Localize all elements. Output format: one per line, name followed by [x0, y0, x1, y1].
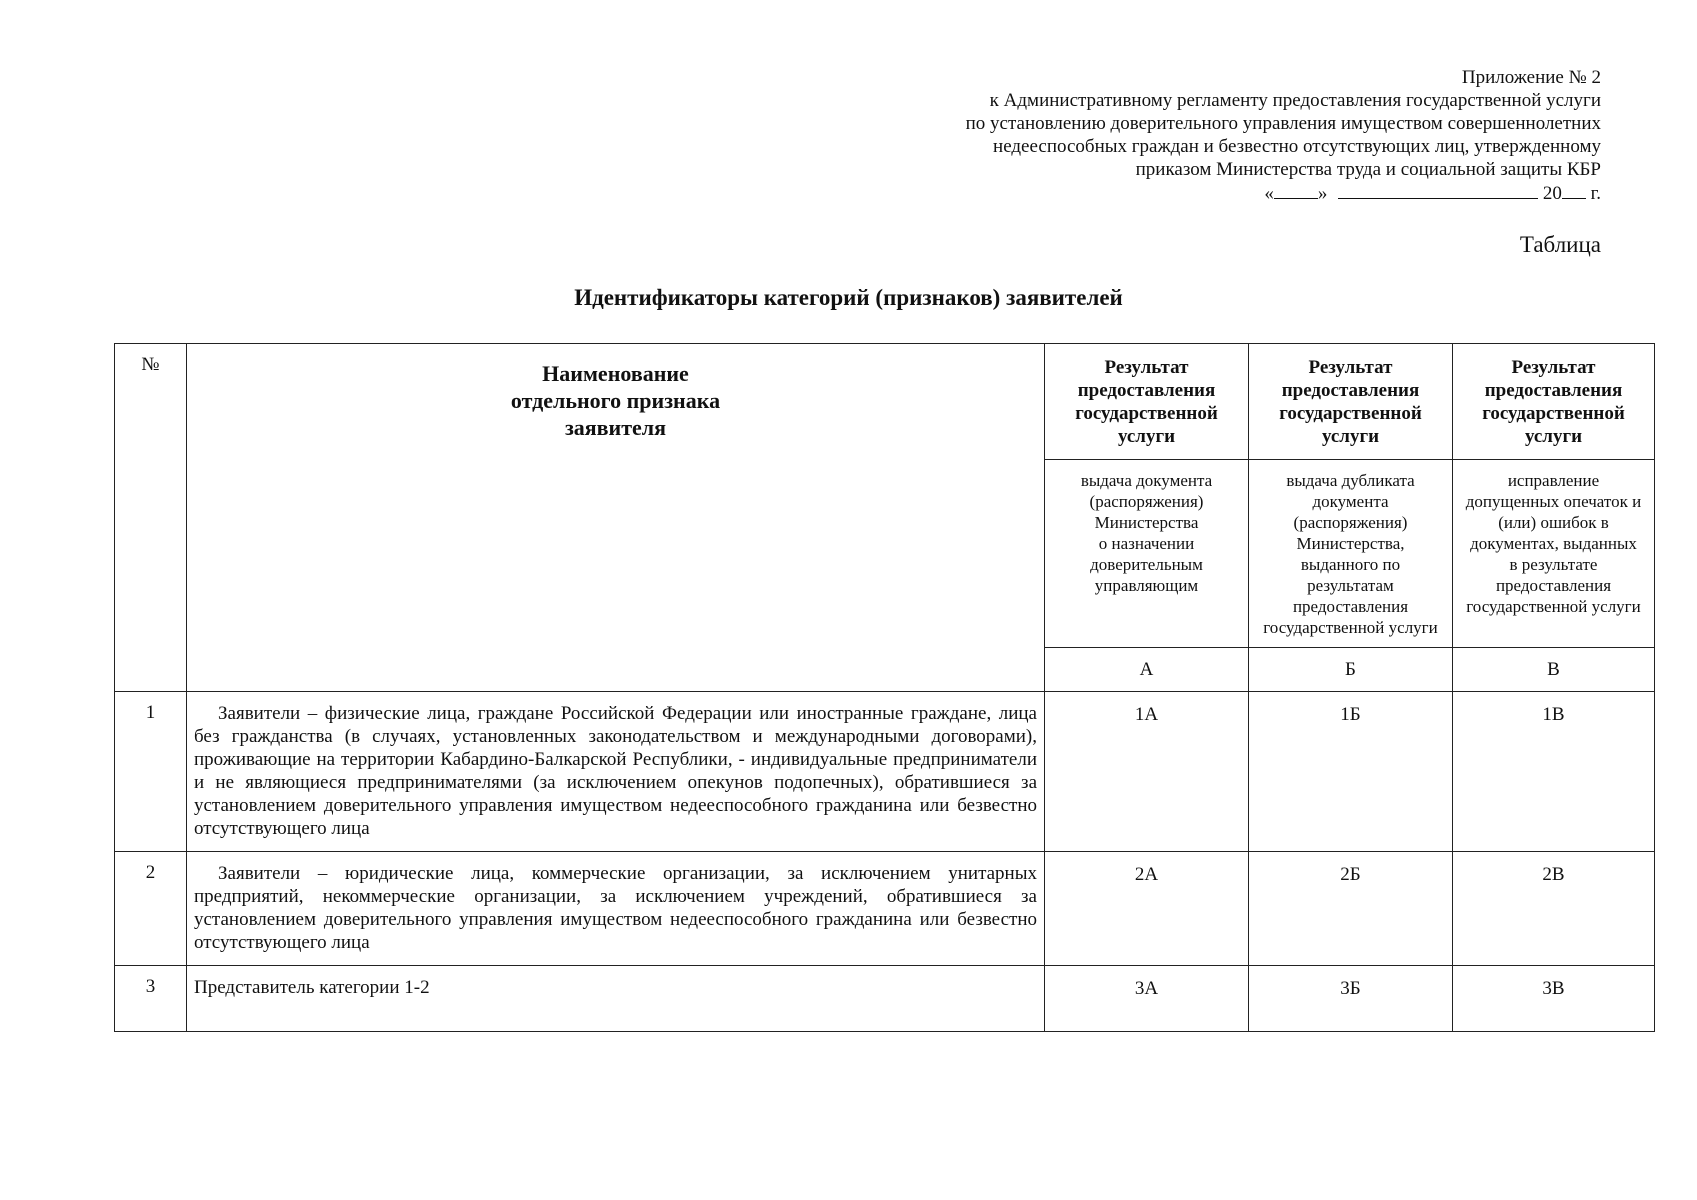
desc-line: (распоряжения) — [1293, 513, 1408, 532]
row-number: 3 — [115, 966, 187, 1032]
appendix-line-5: приказом Министерства труда и социальной защиты КБР — [1135, 159, 1601, 180]
table-row — [115, 966, 1655, 1032]
header-result-a — [1045, 344, 1249, 460]
appendix-block — [781, 66, 1601, 205]
desc-line: выдача дубликата — [1286, 471, 1415, 490]
code-b: Б — [1249, 648, 1453, 692]
month-blank — [1338, 181, 1538, 199]
code-a: А — [1045, 648, 1249, 692]
year-prefix: 20 — [1542, 183, 1562, 204]
row-code-b: 1Б — [1249, 692, 1453, 852]
header-number: № — [115, 344, 187, 692]
code-c: В — [1453, 648, 1655, 692]
row-code-b: 2Б — [1249, 852, 1453, 966]
header-result-c — [1453, 344, 1655, 460]
table-row — [115, 692, 1655, 852]
desc-line: результатам — [1307, 576, 1394, 595]
year-blank — [1562, 181, 1586, 199]
appendix-line-2: к Административному регламенту предоставления государственной услуги — [989, 90, 1601, 111]
desc-line: (или) ошибок в — [1498, 513, 1609, 532]
result-desc-a — [1045, 460, 1249, 648]
result-line: услуги — [1321, 426, 1380, 447]
result-line: Результат — [1511, 357, 1596, 378]
table-row — [115, 852, 1655, 966]
desc-line: выдача документа — [1080, 471, 1213, 490]
desc-line: Министерства, — [1296, 534, 1405, 553]
row-description: Заявители – юридические лица, коммерческие организации, за исключением унитарных предприятий, некоммерческие организации, за исключением учреждений, обратившиеся за установлением доверительного управления имуществом недееспособного гражданина или безвестно отсутствующего лица — [187, 852, 1045, 966]
header-name — [187, 344, 1045, 692]
row-code-c: 2В — [1453, 852, 1655, 966]
desc-line: документах, выданных — [1470, 534, 1637, 553]
result-desc-b — [1249, 460, 1453, 648]
result-line: государственной — [1482, 403, 1625, 424]
result-line: государственной — [1279, 403, 1422, 424]
row-code-a: 1А — [1045, 692, 1249, 852]
document-title: Идентификаторы категорий (признаков) заявителей — [574, 285, 1123, 310]
date-quote-open: « — [1264, 183, 1274, 204]
header-name-line: отдельного признака — [510, 388, 721, 413]
result-line: предоставления — [1281, 380, 1420, 401]
applicant-categories-table — [114, 343, 1655, 1032]
row-description: Заявители – физические лица, граждане Российской Федерации или иностранные граждане, лица без гражданства (в случаях, установленных законодательством и международными договорами), проживающие на территории Кабардино-Балкарской Республики, - индивидуальные предприниматели и не являющиеся предпринимателями (за исключением опекунов подопечных), обратившиеся за установлением доверительного управления имуществом недееспособного гражданина или безвестно отсутствующего лица — [187, 692, 1045, 852]
desc-line: выданного по — [1300, 555, 1401, 574]
row-number: 1 — [115, 692, 187, 852]
row-code-c: 3В — [1453, 966, 1655, 1032]
header-result-b — [1249, 344, 1453, 460]
appendix-line-3: по установлению доверительного управления имуществом совершеннолетних — [965, 113, 1601, 134]
header-row-results — [115, 344, 1655, 460]
desc-line: (распоряжения) — [1089, 492, 1204, 511]
result-line: услуги — [1117, 426, 1176, 447]
result-desc-c — [1453, 460, 1655, 648]
desc-line: государственной услуги — [1466, 597, 1641, 616]
date-quote-close: » — [1317, 183, 1328, 204]
approval-date-line — [781, 181, 1601, 205]
desc-line: о назначении — [1098, 534, 1195, 553]
header-name-line: Наименование — [542, 361, 689, 386]
header-name-line: заявителя — [564, 415, 667, 440]
table-label: Таблица — [1519, 232, 1601, 257]
row-code-c: 1В — [1453, 692, 1655, 852]
row-code-a: 2А — [1045, 852, 1249, 966]
result-line: предоставления — [1077, 380, 1216, 401]
year-suffix: г. — [1590, 183, 1601, 204]
desc-line: в результате — [1509, 555, 1598, 574]
desc-line: доверительным — [1090, 555, 1203, 574]
desc-line: исправление — [1507, 471, 1600, 490]
row-code-a: 3А — [1045, 966, 1249, 1032]
appendix-line-4: недееспособных граждан и безвестно отсутствующих лиц, утвержденному — [993, 136, 1601, 157]
row-description: Представитель категории 1-2 — [187, 966, 1045, 1032]
row-code-b: 3Б — [1249, 966, 1453, 1032]
desc-line: государственной услуги — [1263, 618, 1438, 637]
result-line: государственной — [1075, 403, 1218, 424]
result-line: Результат — [1104, 357, 1189, 378]
result-line: Результат — [1308, 357, 1393, 378]
desc-line: допущенных опечаток и — [1465, 492, 1642, 511]
row-number: 2 — [115, 852, 187, 966]
desc-line: управляющим — [1094, 576, 1199, 595]
desc-line: Министерства — [1094, 513, 1199, 532]
appendix-line-1: Приложение № 2 — [1461, 67, 1601, 88]
result-line: услуги — [1524, 426, 1583, 447]
desc-line: документа — [1312, 492, 1389, 511]
day-blank — [1274, 181, 1318, 199]
desc-line: предоставления — [1292, 597, 1409, 616]
desc-line: предоставления — [1495, 576, 1612, 595]
result-line: предоставления — [1484, 380, 1623, 401]
